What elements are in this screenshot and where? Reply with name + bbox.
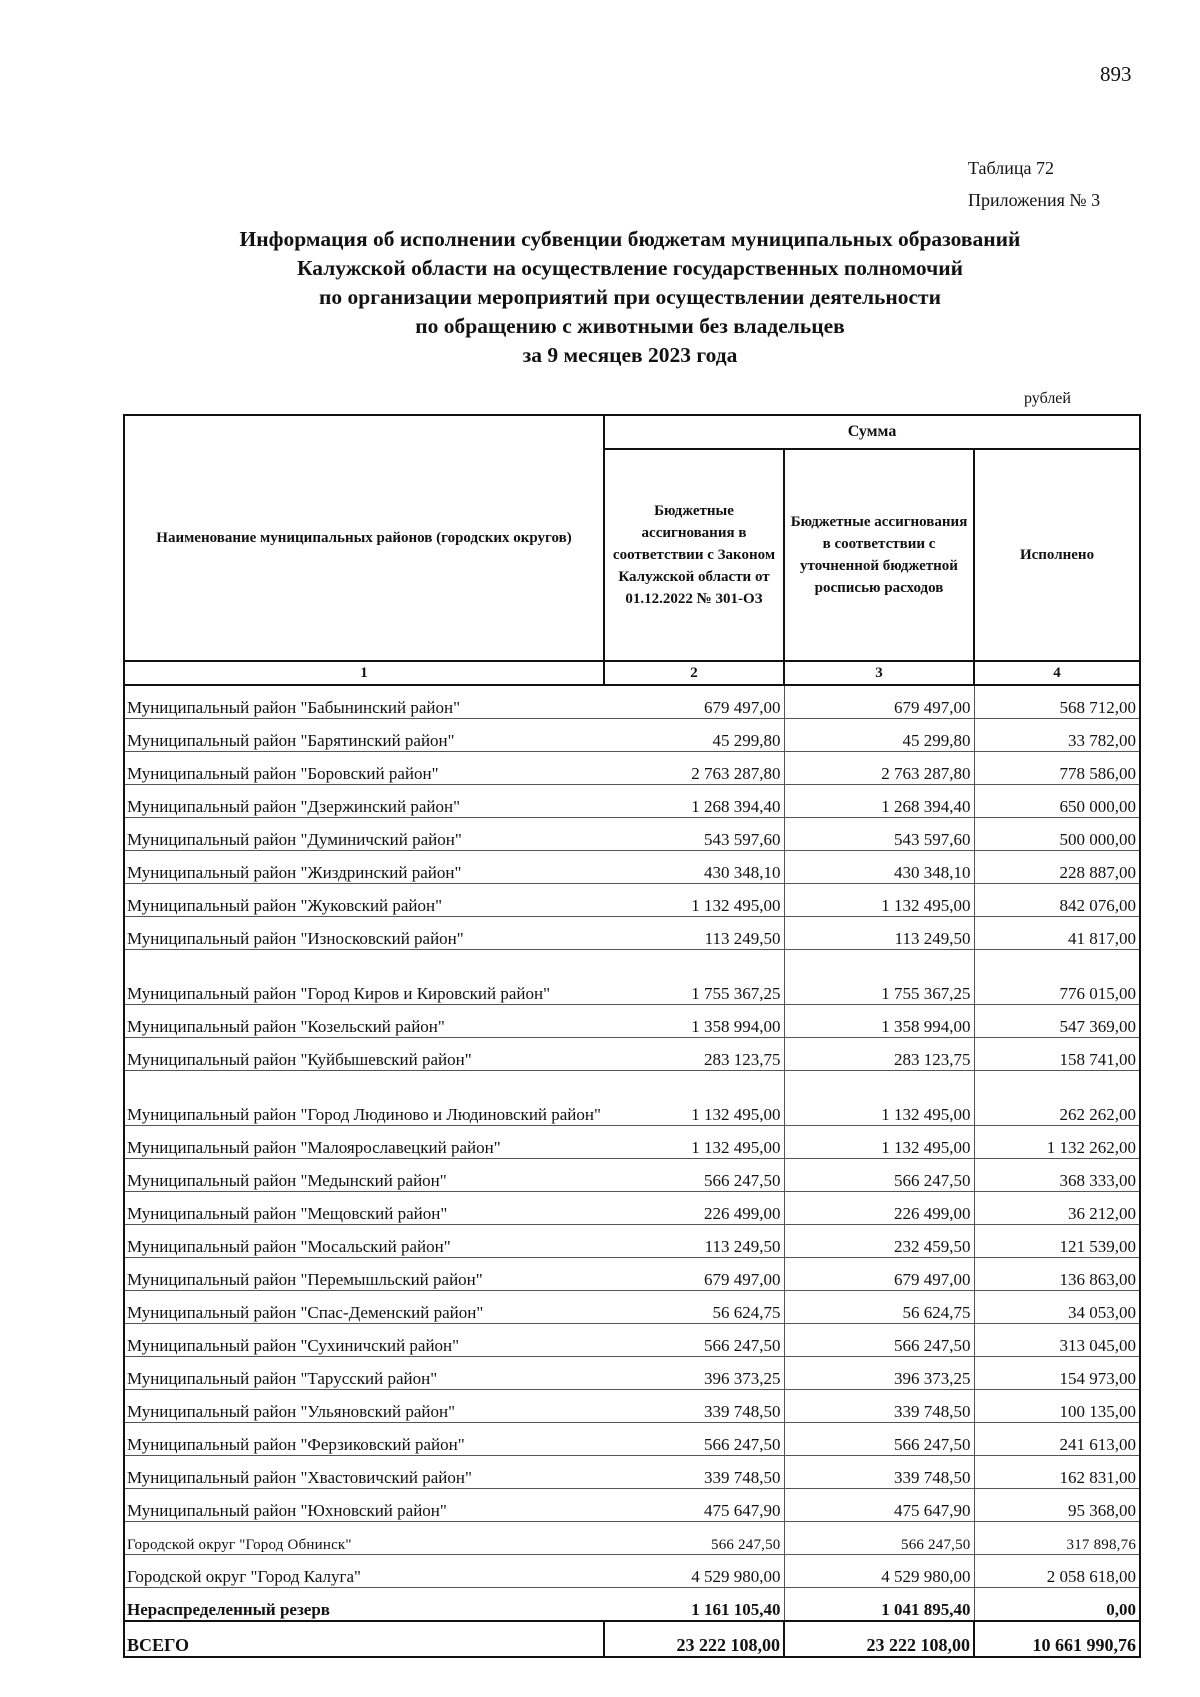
executed-cell: 36 212,00 xyxy=(974,1192,1140,1225)
table-row xyxy=(124,1291,1140,1324)
row-name: Муниципальный район "Хвастовичский район" xyxy=(124,1456,604,1489)
row-name: Муниципальный район "Бабынинский район" xyxy=(124,685,604,719)
refined-allocation-cell: 566 247,50 xyxy=(784,1423,974,1456)
executed-cell: 500 000,00 xyxy=(974,818,1140,851)
row-name: Муниципальный район "Город Киров и Кировский район" xyxy=(124,950,604,1005)
executed-cell: 547 369,00 xyxy=(974,1005,1140,1038)
page-number: 893 xyxy=(1100,62,1132,86)
refined-allocation-cell: 430 348,10 xyxy=(784,851,974,884)
table-row xyxy=(124,719,1140,752)
table-row xyxy=(124,917,1140,950)
law-allocation-cell: 1 268 394,40 xyxy=(604,785,784,818)
refined-allocation-cell: 1 268 394,40 xyxy=(784,785,974,818)
refined-allocation-cell: 396 373,25 xyxy=(784,1357,974,1390)
row-name: Муниципальный район "Куйбышевский район" xyxy=(124,1038,604,1071)
row-name: Муниципальный район "Мещовский район" xyxy=(124,1192,604,1225)
row-name: Муниципальный район "Ульяновский район" xyxy=(124,1390,604,1423)
executed-cell: 100 135,00 xyxy=(974,1390,1140,1423)
executed-cell: 368 333,00 xyxy=(974,1159,1140,1192)
law-allocation-cell: 4 529 980,00 xyxy=(604,1555,784,1588)
header-law-allocations: Бюджетные ассигнования в соответствии с Законом Калужской области от 01.12.2022 № 301-ОЗ xyxy=(604,449,784,661)
table-row xyxy=(124,851,1140,884)
row-name: Муниципальный район "Медынский район" xyxy=(124,1159,604,1192)
law-allocation-cell: 566 247,50 xyxy=(604,1522,784,1555)
executed-cell: 776 015,00 xyxy=(974,950,1140,1005)
row-name: Муниципальный район "Барятинский район" xyxy=(124,719,604,752)
refined-allocation-cell: 1 358 994,00 xyxy=(784,1005,974,1038)
executed-cell: 262 262,00 xyxy=(974,1071,1140,1126)
law-allocation-cell: 339 748,50 xyxy=(604,1456,784,1489)
refined-allocation-cell: 339 748,50 xyxy=(784,1390,974,1423)
row-name: Муниципальный район "Мосальский район" xyxy=(124,1225,604,1258)
table-header xyxy=(124,415,1140,685)
header-executed: Исполнено xyxy=(974,449,1140,661)
row-name: ВСЕГО xyxy=(124,1621,604,1657)
document-title xyxy=(120,225,1140,370)
law-allocation-cell: 566 247,50 xyxy=(604,1159,784,1192)
law-allocation-cell: 1 161 105,40 xyxy=(604,1588,784,1622)
executed-cell: 650 000,00 xyxy=(974,785,1140,818)
row-name: Муниципальный район "Думиничский район" xyxy=(124,818,604,851)
table-row xyxy=(124,752,1140,785)
law-allocation-cell: 1 755 367,25 xyxy=(604,950,784,1005)
table-row xyxy=(124,685,1140,719)
units-label: рублей xyxy=(1024,390,1071,407)
subvention-table xyxy=(123,414,1141,1658)
column-number: 2 xyxy=(604,661,784,685)
refined-allocation-cell: 1 041 895,40 xyxy=(784,1588,974,1622)
refined-allocation-cell: 23 222 108,00 xyxy=(784,1621,974,1657)
executed-cell: 33 782,00 xyxy=(974,719,1140,752)
table-row xyxy=(124,884,1140,917)
law-allocation-cell: 23 222 108,00 xyxy=(604,1621,784,1657)
header-refined-allocations: Бюджетные ассигнования в соответствии с уточненной бюджетной росписью расходов xyxy=(784,449,974,661)
header-name-column: Наименование муниципальных районов (городских округов) xyxy=(124,415,604,661)
row-name: Муниципальный район "Город Людиново и Людиновский район" xyxy=(124,1071,604,1126)
executed-cell: 10 661 990,76 xyxy=(974,1621,1140,1657)
law-allocation-cell: 113 249,50 xyxy=(604,917,784,950)
table-row xyxy=(124,1159,1140,1192)
refined-allocation-cell: 566 247,50 xyxy=(784,1159,974,1192)
executed-cell: 1 132 262,00 xyxy=(974,1126,1140,1159)
executed-cell: 154 973,00 xyxy=(974,1357,1140,1390)
row-name: Муниципальный район "Сухиничский район" xyxy=(124,1324,604,1357)
executed-cell: 121 539,00 xyxy=(974,1225,1140,1258)
law-allocation-cell: 475 647,90 xyxy=(604,1489,784,1522)
executed-cell: 313 045,00 xyxy=(974,1324,1140,1357)
title-line: Информация об исполнении субвенции бюджетам муниципальных образований xyxy=(239,227,1021,251)
executed-cell: 158 741,00 xyxy=(974,1038,1140,1071)
table-row xyxy=(124,1258,1140,1291)
refined-allocation-cell: 1 132 495,00 xyxy=(784,1071,974,1126)
law-allocation-cell: 679 497,00 xyxy=(604,1258,784,1291)
row-name: Муниципальный район "Малоярославецкий район" xyxy=(124,1126,604,1159)
refined-allocation-cell: 232 459,50 xyxy=(784,1225,974,1258)
table-row xyxy=(124,1324,1140,1357)
table-row xyxy=(124,1588,1140,1622)
title-line: за 9 месяцев 2023 года xyxy=(522,343,738,367)
executed-cell: 0,00 xyxy=(974,1588,1140,1622)
executed-cell: 778 586,00 xyxy=(974,752,1140,785)
law-allocation-cell: 2 763 287,80 xyxy=(604,752,784,785)
refined-allocation-cell: 566 247,50 xyxy=(784,1324,974,1357)
refined-allocation-cell: 113 249,50 xyxy=(784,917,974,950)
table-row xyxy=(124,1038,1140,1071)
table-row xyxy=(124,1357,1140,1390)
table-body xyxy=(124,685,1140,1657)
refined-allocation-cell: 339 748,50 xyxy=(784,1456,974,1489)
refined-allocation-cell: 1 132 495,00 xyxy=(784,884,974,917)
law-allocation-cell: 543 597,60 xyxy=(604,818,784,851)
table-row xyxy=(124,1390,1140,1423)
refined-allocation-cell: 475 647,90 xyxy=(784,1489,974,1522)
law-allocation-cell: 1 358 994,00 xyxy=(604,1005,784,1038)
executed-cell: 136 863,00 xyxy=(974,1258,1140,1291)
refined-allocation-cell: 566 247,50 xyxy=(784,1522,974,1555)
refined-allocation-cell: 1 755 367,25 xyxy=(784,950,974,1005)
law-allocation-cell: 1 132 495,00 xyxy=(604,1071,784,1126)
law-allocation-cell: 396 373,25 xyxy=(604,1357,784,1390)
row-name: Муниципальный район "Жуковский район" xyxy=(124,884,604,917)
law-allocation-cell: 430 348,10 xyxy=(604,851,784,884)
law-allocation-cell: 566 247,50 xyxy=(604,1423,784,1456)
column-number: 1 xyxy=(124,661,604,685)
refined-allocation-cell: 56 624,75 xyxy=(784,1291,974,1324)
row-name: Муниципальный район "Козельский район" xyxy=(124,1005,604,1038)
header-sum-group: Сумма xyxy=(604,415,1140,449)
row-name: Муниципальный район "Ферзиковский район" xyxy=(124,1423,604,1456)
table-row xyxy=(124,785,1140,818)
law-allocation-cell: 339 748,50 xyxy=(604,1390,784,1423)
column-number: 4 xyxy=(974,661,1140,685)
executed-cell: 228 887,00 xyxy=(974,851,1140,884)
refined-allocation-cell: 4 529 980,00 xyxy=(784,1555,974,1588)
refined-allocation-cell: 1 132 495,00 xyxy=(784,1126,974,1159)
table-row xyxy=(124,1621,1140,1657)
law-allocation-cell: 283 123,75 xyxy=(604,1038,784,1071)
law-allocation-cell: 1 132 495,00 xyxy=(604,1126,784,1159)
table-row xyxy=(124,818,1140,851)
column-number: 3 xyxy=(784,661,974,685)
refined-allocation-cell: 679 497,00 xyxy=(784,685,974,719)
title-line: по обращению с животными без владельцев xyxy=(415,314,845,338)
refined-allocation-cell: 283 123,75 xyxy=(784,1038,974,1071)
executed-cell: 95 368,00 xyxy=(974,1489,1140,1522)
law-allocation-cell: 226 499,00 xyxy=(604,1192,784,1225)
row-name: Муниципальный район "Спас-Деменский район" xyxy=(124,1291,604,1324)
title-line: Калужской области на осуществление государственных полномочий xyxy=(297,256,963,280)
title-line: по организации мероприятий при осуществлении деятельности xyxy=(318,285,942,309)
row-name: Городской округ "Город Обнинск" xyxy=(124,1522,604,1555)
law-allocation-cell: 1 132 495,00 xyxy=(604,884,784,917)
row-name: Муниципальный район "Износковский район" xyxy=(124,917,604,950)
executed-cell: 2 058 618,00 xyxy=(974,1555,1140,1588)
row-name: Муниципальный район "Тарусский район" xyxy=(124,1357,604,1390)
row-name: Городской округ "Город Калуга" xyxy=(124,1555,604,1588)
table-row xyxy=(124,1489,1140,1522)
law-allocation-cell: 113 249,50 xyxy=(604,1225,784,1258)
row-name: Муниципальный район "Боровский район" xyxy=(124,752,604,785)
executed-cell: 34 053,00 xyxy=(974,1291,1140,1324)
table-row xyxy=(124,950,1140,1005)
executed-cell: 162 831,00 xyxy=(974,1456,1140,1489)
refined-allocation-cell: 543 597,60 xyxy=(784,818,974,851)
appendix-label: Приложения № 3 xyxy=(968,190,1101,210)
row-name: Муниципальный район "Дзержинский район" xyxy=(124,785,604,818)
table-row xyxy=(124,1126,1140,1159)
table-row xyxy=(124,1456,1140,1489)
refined-allocation-cell: 45 299,80 xyxy=(784,719,974,752)
executed-cell: 41 817,00 xyxy=(974,917,1140,950)
executed-cell: 317 898,76 xyxy=(974,1522,1140,1555)
table-row xyxy=(124,1192,1140,1225)
table-label: Таблица 72 xyxy=(968,158,1054,178)
table-row xyxy=(124,1071,1140,1126)
refined-allocation-cell: 2 763 287,80 xyxy=(784,752,974,785)
executed-cell: 842 076,00 xyxy=(974,884,1140,917)
law-allocation-cell: 566 247,50 xyxy=(604,1324,784,1357)
refined-allocation-cell: 226 499,00 xyxy=(784,1192,974,1225)
table-row xyxy=(124,1225,1140,1258)
row-name: Нераспределенный резерв xyxy=(124,1588,604,1622)
executed-cell: 241 613,00 xyxy=(974,1423,1140,1456)
table-row xyxy=(124,1005,1140,1038)
row-name: Муниципальный район "Жиздринский район" xyxy=(124,851,604,884)
table-row xyxy=(124,1522,1140,1555)
executed-cell: 568 712,00 xyxy=(974,685,1140,719)
row-name: Муниципальный район "Перемышльский район" xyxy=(124,1258,604,1291)
law-allocation-cell: 679 497,00 xyxy=(604,685,784,719)
law-allocation-cell: 56 624,75 xyxy=(604,1291,784,1324)
table-row xyxy=(124,1555,1140,1588)
table-row xyxy=(124,1423,1140,1456)
refined-allocation-cell: 679 497,00 xyxy=(784,1258,974,1291)
row-name: Муниципальный район "Юхновский район" xyxy=(124,1489,604,1522)
law-allocation-cell: 45 299,80 xyxy=(604,719,784,752)
